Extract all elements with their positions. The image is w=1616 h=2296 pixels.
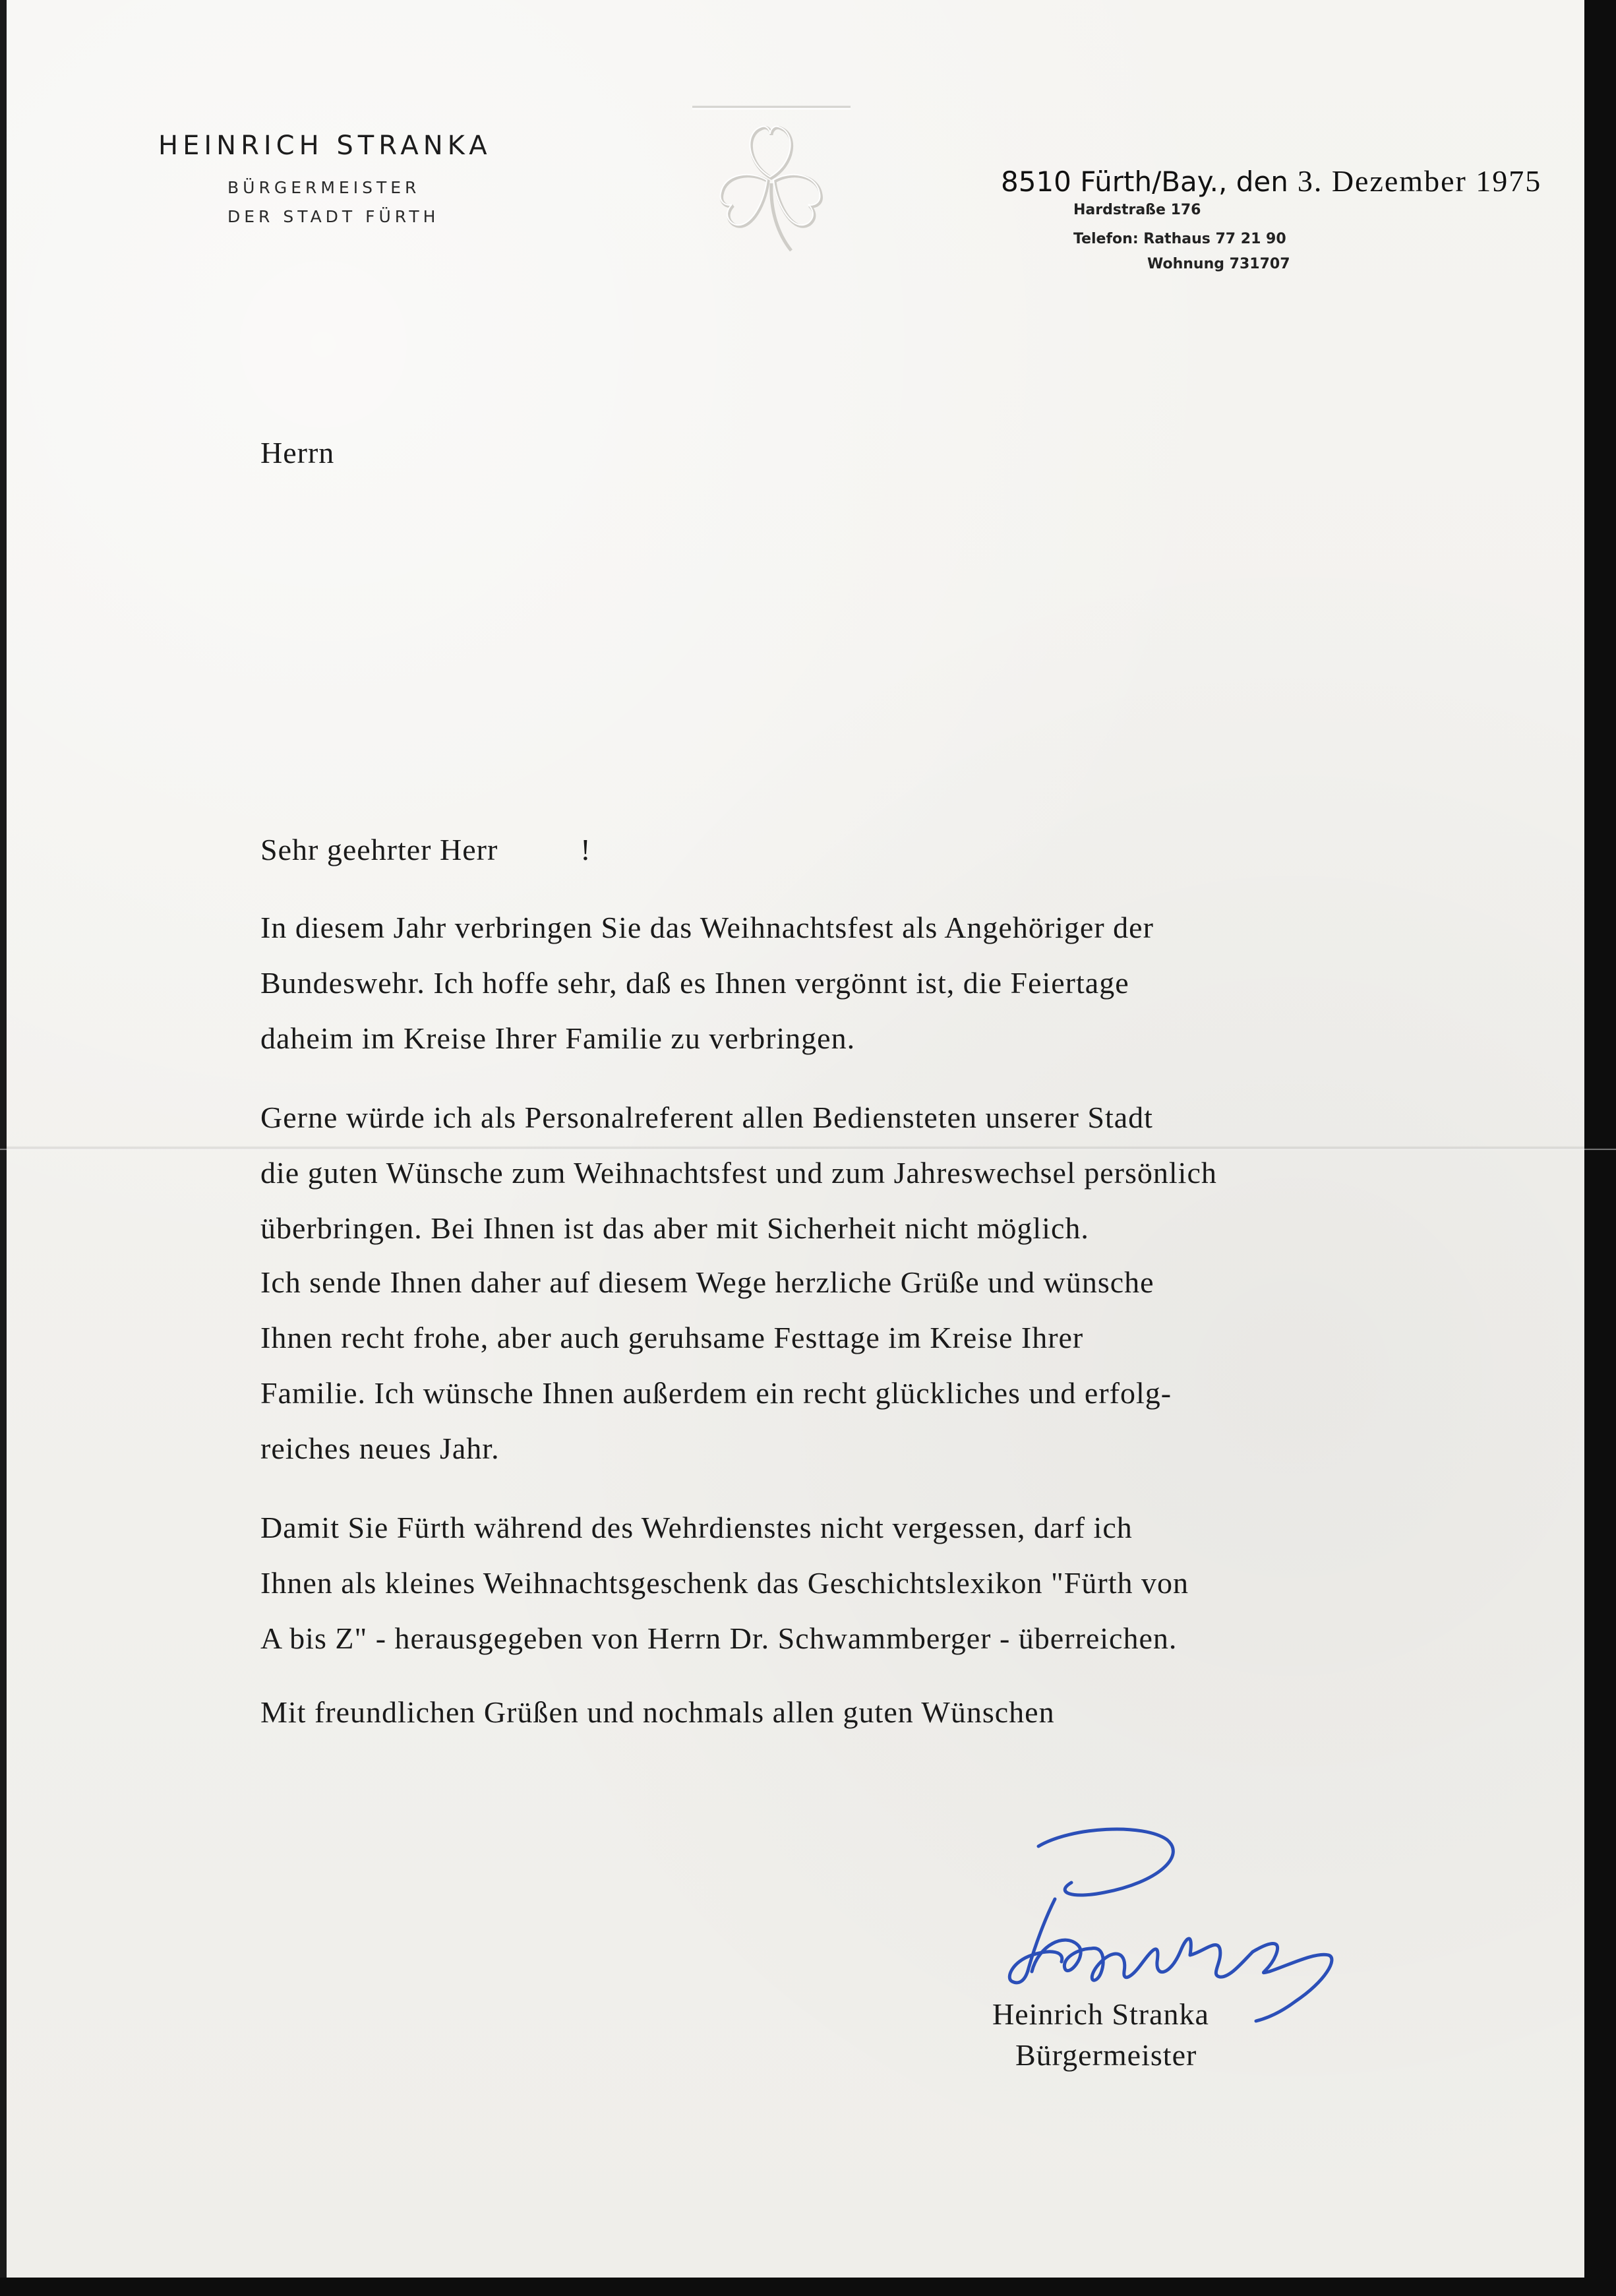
scan-border-bottom: [0, 2278, 1616, 2296]
paper-fold: [0, 1146, 1616, 1150]
signer-name: Heinrich Stranka: [992, 1997, 1209, 2031]
body-line: reiches neues Jahr.: [260, 1432, 500, 1465]
letter-date: 3. Dezember 1975: [1297, 164, 1542, 198]
body-line: Ihnen als kleines Weihnachtsgeschenk das Geschichtslexikon "Fürth von: [260, 1566, 1189, 1600]
body-line: Familie. Ich wünsche Ihnen außerdem ein recht glückliches und erfolg-: [260, 1376, 1172, 1410]
phone-home: Wohnung 731707: [1147, 256, 1290, 272]
phone-office: Telefon: Rathaus 77 21 90: [1073, 231, 1286, 247]
place-label: 8510 Fürth/Bay., den: [1001, 166, 1288, 198]
body-line: daheim im Kreise Ihrer Familie zu verbringen.: [260, 1021, 856, 1055]
body-line: Ihnen recht frohe, aber auch geruhsame Festtage im Kreise Ihrer: [260, 1321, 1084, 1354]
body-line: A bis Z" - herausgegeben von Herrn Dr. Schwammberger - überreichen.: [260, 1621, 1178, 1655]
body-line: Damit Sie Fürth während des Wehrdienstes nicht vergessen, darf ich: [260, 1511, 1133, 1544]
letterhead-city: DER STADT FÜRTH: [227, 207, 440, 226]
body-line: Bundeswehr. Ich hoffe sehr, daß es Ihnen vergönnt ist, die Feiertage: [260, 966, 1129, 1000]
body-line: In diesem Jahr verbringen Sie das Weihnachtsfest als Angehöriger der: [260, 911, 1154, 944]
clover-icon: [686, 99, 857, 277]
body-line: überbringen. Bei Ihnen ist das aber mit Sicherheit nicht möglich.: [260, 1211, 1089, 1245]
greeting: Sehr geehrter Herr !: [260, 833, 591, 866]
body-line: Gerne würde ich als Personalreferent allen Bediensteten unserer Stadt: [260, 1101, 1153, 1134]
signer-title: Bürgermeister: [1015, 2038, 1197, 2072]
closing-line: Mit freundlichen Grüßen und nochmals allen guten Wünschen: [260, 1695, 1055, 1729]
body-line: die guten Wünsche zum Weihnachtsfest und zum Jahreswechsel persönlich: [260, 1156, 1217, 1190]
address-street: Hardstraße 176: [1073, 202, 1201, 218]
recipient-line: Herrn: [260, 436, 335, 469]
letterhead-title: BÜRGERMEISTER: [227, 178, 421, 197]
letterhead-name: HEINRICH STRANKA: [158, 131, 492, 161]
body-line: Ich sende Ihnen daher auf diesem Wege herzliche Grüße und wünsche: [260, 1265, 1154, 1299]
place-date-line: [1001, 164, 1541, 198]
